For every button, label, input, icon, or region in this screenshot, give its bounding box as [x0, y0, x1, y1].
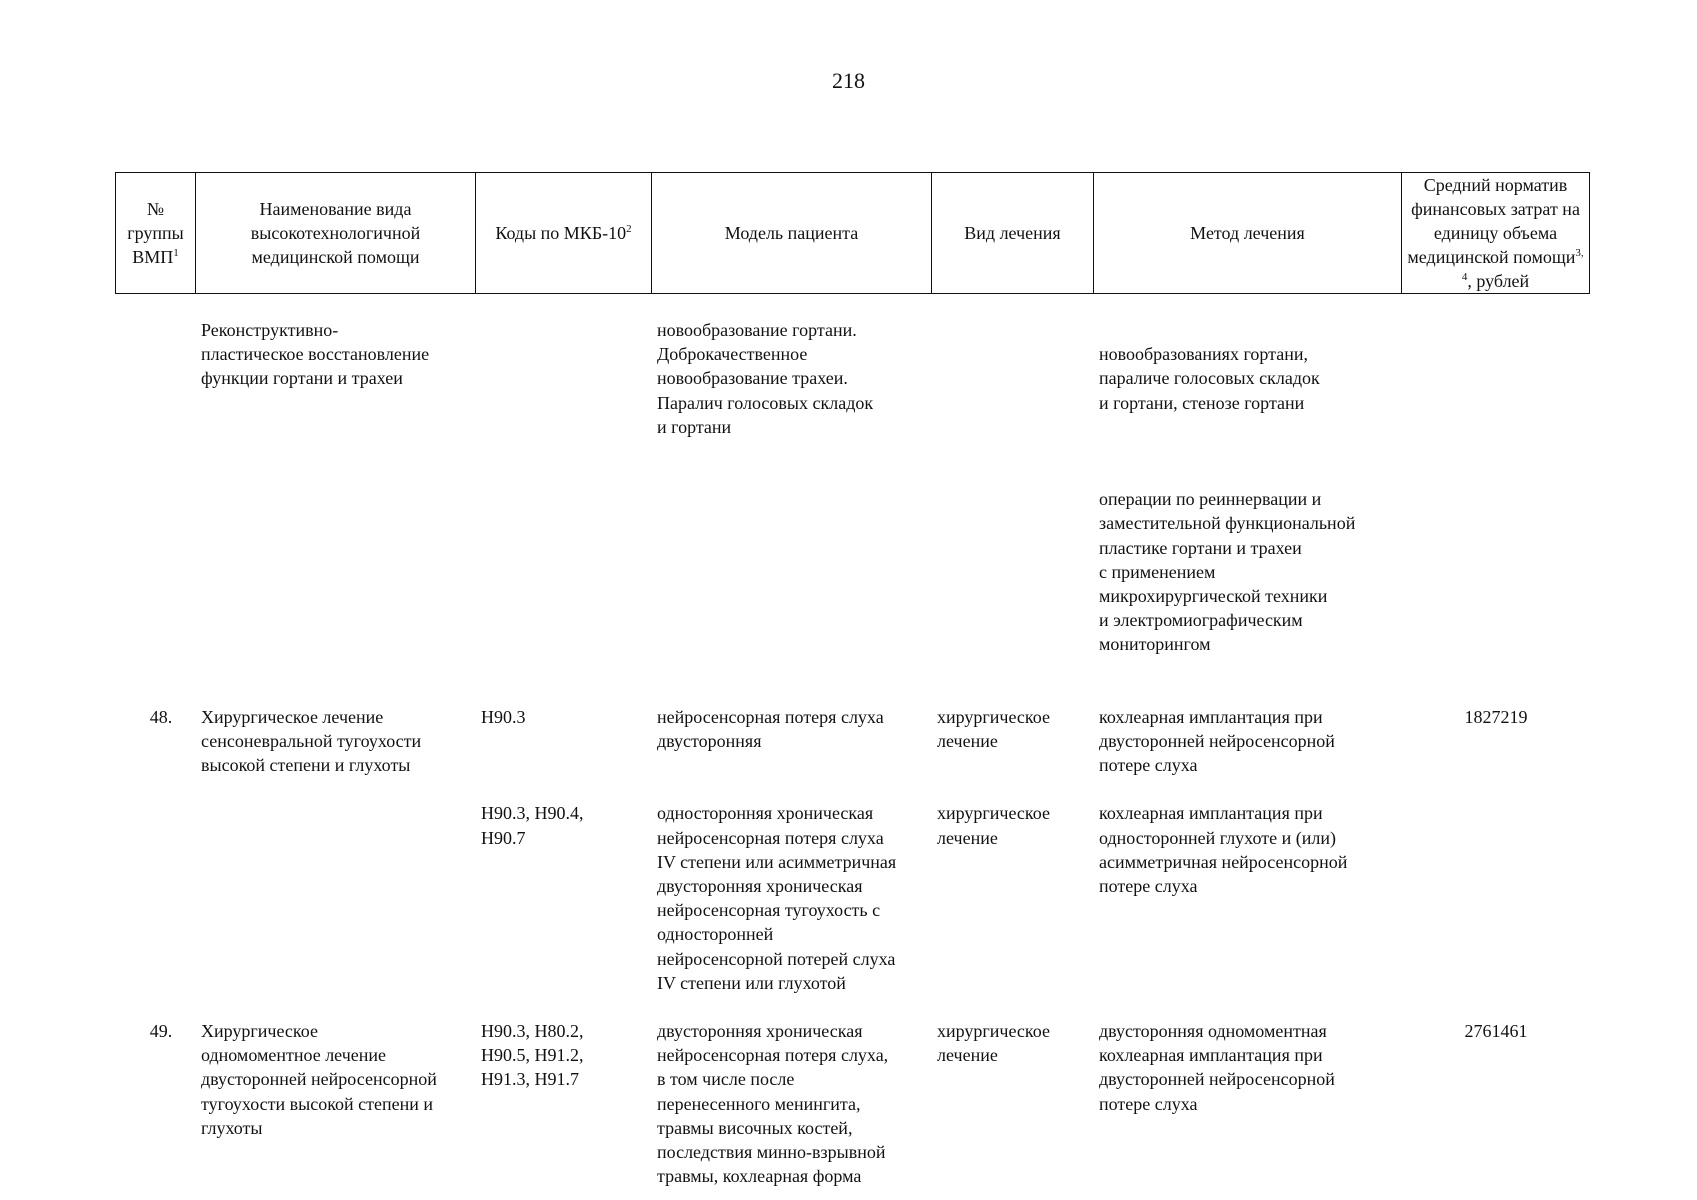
row-name: Реконструктивно- пластическое восстановление функции гортани и трахеи: [201, 320, 430, 389]
row-model: двусторонняя хроническая нейросенсорная потеря слуха, в том числе после перенесенного менингита, травмы височных костей, последствия минно-взрывной травмы, кохлеарная форма: [657, 1021, 889, 1187]
header-model: Модель пациента: [652, 173, 932, 294]
row-number: [115, 318, 195, 705]
header-treatment-type: Вид лечения: [932, 173, 1094, 294]
table-row: [115, 1019, 1589, 1188]
row-codes: [475, 318, 651, 705]
table-body: [115, 318, 1589, 1189]
row-number: [115, 801, 195, 1019]
row-method: двусторонняя одномоментная кохлеарная имплантация при двусторонней нейросенсорной потере слуха: [1099, 1021, 1335, 1114]
row-model: новообразование гортани. Доброкачественное новообразование трахеи. Паралич голосовых складок и гортани: [657, 320, 874, 437]
header-group-no: № группы ВМП$^1$: [116, 173, 196, 294]
header-cost: Средний норматив финансовых затрат на единицу объема медицинской помощи$^{3, 4}$, рублей: [1402, 173, 1590, 294]
row-treatment-type: хирургическое лечение: [937, 706, 1050, 752]
row-treatment-type: [931, 318, 1093, 705]
table-row: [115, 705, 1589, 802]
row-name: [195, 801, 475, 1019]
row-method: кохлеарная имплантация при односторонней глухоте и (или) асимметричная нейросенсорной потере слуха: [1099, 803, 1348, 897]
row-method-part: операции по реиннервации и заместительной функциональной пластике гортани и трахеи с применением микрохирургической техники и электромиографическим мониторингом: [1099, 489, 1356, 655]
row-codes: H90.3, H80.2, H90.5, H91.2, H91.3, H91.7: [481, 1021, 584, 1090]
row-method-part: новообразованиях гортани, параличе голосовых складок и гортани, стенозе гортани: [1099, 344, 1320, 413]
row-number: 49.: [149, 1021, 173, 1042]
row-name: Хирургическое лечение сенсоневральной тугоухости высокой степени и глухоты: [201, 706, 422, 776]
row-model: нейросенсорная потеря слуха двусторонняя: [657, 706, 884, 752]
table-header: [115, 172, 1590, 294]
row-method: кохлеарная имплантация при двусторонней нейросенсорной потере слуха: [1099, 706, 1335, 776]
page-number: 218: [832, 68, 865, 93]
row-model: односторонняя хроническая нейросенсорная потеря слуха IV степени или асимметричная двусторонняя хроническая нейросенсорная тугоухость с односторонней нейросенсорной потерей слуха IV степени или глухотой: [657, 803, 897, 993]
row-method: [1093, 318, 1401, 705]
row-number: 48.: [149, 706, 173, 727]
row-codes: H90.3: [481, 706, 526, 727]
table-row: [115, 318, 1589, 705]
header-method: Метод лечения: [1094, 173, 1402, 294]
row-name: Хирургическое одномоментное лечение двусторонней нейросенсорной тугоухости высокой степени и глухоты: [201, 1021, 437, 1138]
row-cost: 2761461: [1464, 1021, 1528, 1042]
row-cost: [1401, 318, 1589, 705]
row-cost: 1827219: [1464, 706, 1528, 727]
row-codes: H90.3, H90.4, H90.7: [481, 803, 584, 848]
row-treatment-type: хирургическое лечение: [937, 1021, 1050, 1066]
row-cost: [1401, 801, 1589, 1019]
header-name: Наименование вида высокотехнологичной медицинской помощи: [196, 173, 476, 294]
header-codes: Коды по МКБ-$10^2$: [476, 173, 652, 294]
table-row: [115, 801, 1589, 1019]
row-treatment-type: хирургическое лечение: [937, 803, 1050, 848]
